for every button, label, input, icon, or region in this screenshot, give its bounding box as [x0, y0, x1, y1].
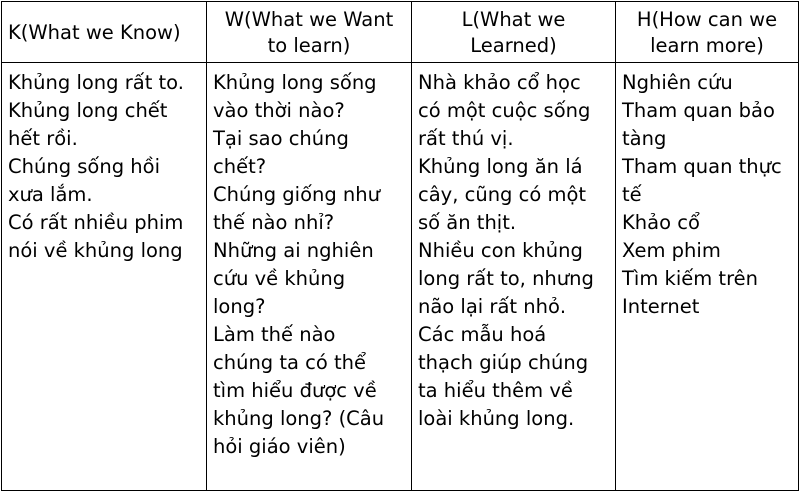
cell-text-line: khủng long? (Câu	[213, 407, 385, 430]
cell-text-line: Nhiều con khủng	[418, 239, 583, 262]
cell-text-line: hết rồi.	[8, 127, 78, 150]
cell-text-line: ta hiểu thêm về	[418, 379, 573, 402]
cell-text-line: vào thời nào?	[213, 99, 345, 122]
column-know	[2, 63, 207, 491]
cell-text-line: Khảo cổ	[622, 211, 700, 234]
header-text-line: L(What we	[461, 8, 566, 31]
cell-text-line: Khủng long ăn lá	[418, 155, 583, 178]
cell-text-line: Tìm kiếm trên	[622, 267, 759, 290]
cell-text-line: Nhà khảo cổ học	[418, 71, 581, 94]
content-row	[2, 63, 799, 491]
header-text-line: H(How can we	[636, 8, 778, 31]
cell-text-line: Khủng long chết	[8, 99, 168, 122]
cell-text-line: nói về khủng long	[8, 239, 183, 262]
header-text-line: W(What we Want	[224, 8, 394, 31]
header-text-line: learn more)	[650, 34, 764, 57]
cell-text-line: não lại rất nhỏ.	[418, 295, 567, 318]
cell-text-line: Tham quan thực	[622, 155, 782, 178]
column-learned	[412, 63, 616, 491]
cell-text-line: Nghiên cứu	[622, 71, 733, 94]
cell-text-line: Khủng long sống	[213, 71, 377, 94]
cell-text-line: cây, cũng có một	[418, 183, 587, 206]
cell-text-line: thế nào nhỉ?	[213, 211, 335, 234]
cell-text-line: Tại sao chúng	[213, 127, 349, 150]
header-want-to-learn	[207, 2, 412, 63]
cell-text-line: có một cuộc sống	[418, 99, 591, 122]
cell-text-line: Chúng sống hồi	[8, 155, 161, 178]
header-how-learn-more	[616, 2, 799, 63]
cell-text-line: long rất to, nhưng	[418, 267, 594, 290]
cell-text-line: Xem phim	[622, 239, 721, 262]
cell-text-line: rất thú vị.	[418, 127, 514, 150]
cell-text-line: cứu về khủng	[213, 267, 346, 290]
header-know	[2, 2, 207, 63]
cell-text-line: tìm hiểu được về	[213, 379, 377, 402]
cell-text-line: số ăn thịt.	[418, 211, 517, 234]
cell-text-line: Khủng long rất to.	[8, 71, 184, 94]
kwlh-table	[1, 1, 799, 491]
cell-text-line: hỏi giáo viên)	[213, 435, 346, 458]
cell-text-line: Có rất nhiều phim	[8, 211, 184, 234]
header-text-line: K(What we Know)	[8, 21, 181, 44]
cell-text-line: chết?	[213, 155, 267, 178]
header-row	[2, 2, 799, 63]
column-want-to-learn	[207, 63, 412, 491]
cell-text-line: thạch giúp chúng	[418, 351, 589, 374]
cell-text-line: long?	[213, 295, 266, 318]
cell-text-line: tế	[622, 183, 642, 206]
cell-text-line: tàng	[622, 127, 667, 150]
cell-text-line: xưa lắm.	[8, 183, 93, 206]
cell-text-line: Những ai nghiên	[213, 239, 374, 262]
column-how-learn-more	[616, 63, 799, 491]
header-text-line: to learn)	[267, 34, 351, 57]
header-learned	[412, 2, 616, 63]
cell-text-line: Chúng giống như	[213, 183, 381, 206]
cell-text-line: Làm thế nào	[213, 323, 336, 346]
cell-text-line: Các mẫu hoá	[418, 323, 547, 346]
header-text-line: Learned)	[470, 34, 557, 57]
cell-text-line: Tham quan bảo	[622, 99, 775, 122]
cell-text-line: Internet	[622, 295, 700, 318]
cell-text-line: chúng ta có thể	[213, 351, 367, 374]
cell-text-line: loài khủng long.	[418, 407, 575, 430]
